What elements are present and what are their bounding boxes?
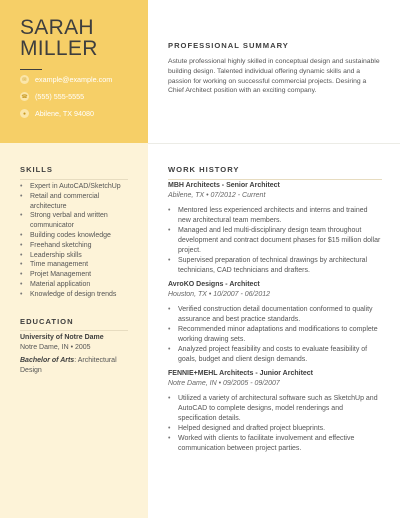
skill-item: • Time management xyxy=(20,260,132,270)
job-dates: Abilene, TX • 07/2012 - Current xyxy=(168,192,266,199)
envelope-icon: ✉ xyxy=(20,75,29,84)
job-bullet: • Verified construction detail documentation conformed to quality assurance and best practice standards. xyxy=(168,305,382,325)
job-title: FENNIE+MEHL Architects - Junior Architect xyxy=(168,370,314,377)
skill-item: • Projet Management xyxy=(20,270,132,280)
skill-item: • Material application xyxy=(20,280,132,290)
job-bullet: • Recommended minor adaptations and modifications to complete working drawing sets. xyxy=(168,325,382,345)
job-bullets xyxy=(168,206,382,276)
job-bullet: • Supervised preparation of technical drawings by architectural technicians, CAD technicians and drafters. xyxy=(168,256,382,276)
candidate-name xyxy=(20,17,98,59)
job-bullet: • Worked with clients to facilitate involvement and effective communication between project parties. xyxy=(168,434,382,454)
education-divider xyxy=(20,330,128,331)
phone-icon: ☎ xyxy=(21,93,28,100)
phone-text: (555) 555-5555 xyxy=(35,92,85,101)
job-bullets xyxy=(168,305,382,365)
job-bullet: • Utilized a variety of architectural software such as SketchUp and AutoCAD to complete designs, model renderings and specification details. xyxy=(168,394,382,424)
work-history-divider xyxy=(168,179,382,180)
skills-heading: SKILLS xyxy=(20,165,54,174)
summary-heading: PROFESSIONAL SUMMARY xyxy=(168,41,289,50)
skill-item: • Freehand sketching xyxy=(20,241,132,251)
skill-item: • Strong verbal and written communicator xyxy=(20,211,132,231)
name-divider xyxy=(20,69,42,70)
degree-field: Architectural Design xyxy=(20,357,117,374)
job-bullets xyxy=(168,394,382,454)
contact-phone xyxy=(20,92,84,101)
skill-item: • Leadership skills xyxy=(20,251,132,261)
job-title: AvroKO Designs - Architect xyxy=(168,281,260,288)
contact-email xyxy=(20,75,112,84)
skill-item: • Building codes knowledge xyxy=(20,231,132,241)
section-divider xyxy=(148,143,400,144)
skill-item: • Knowledge of design trends xyxy=(20,290,132,300)
skill-item: • Retail and commercial architecture xyxy=(20,192,132,212)
education-entry xyxy=(20,333,132,376)
skill-item: • Expert in AutoCAD/SketchUp xyxy=(20,182,132,192)
job-bullet: • Mentored less experienced architects and interns and trained new architectural team members. xyxy=(168,206,382,226)
education-heading: EDUCATION xyxy=(20,317,74,326)
job-dates: Notre Dame, IN • 09/2005 - 09/2007 xyxy=(168,380,280,387)
last-name: MILLER xyxy=(20,37,98,60)
summary-text: Astute professional highly skilled in conceptual design and sustainable building design. Talented individual offering dynamic skills and a passion for working on successful commercial projects. Desiring a Chief Architect position with an exciting company. xyxy=(168,58,380,95)
school-location-year: Notre Dame, IN • 2005 xyxy=(20,344,91,351)
degree-name: Bachelor of Arts xyxy=(20,357,75,364)
skills-list xyxy=(20,182,132,300)
contact-location xyxy=(20,109,94,118)
location-text: Abilene, TX 94080 xyxy=(35,109,95,118)
job-bullet: • Managed and led multi-disciplinary design team throughout development and contract document phases for $15 million dollar project. xyxy=(168,226,382,256)
first-name: SARAH xyxy=(20,16,94,39)
email-text: example@example.com xyxy=(35,75,113,84)
skills-divider xyxy=(20,179,128,180)
job-entry xyxy=(168,181,382,276)
job-bullet: • Helped designed and drafted project blueprints. xyxy=(168,424,382,434)
job-entry xyxy=(168,369,382,454)
job-entry xyxy=(168,280,382,365)
degree-row: Bachelor of Arts: Architectural Design xyxy=(20,357,117,374)
job-bullet: • Analyzed project feasibility and costs to evaluate feasibility of goals, budget and client design demands. xyxy=(168,345,382,365)
job-title: MBH Architects - Senior Architect xyxy=(168,182,280,189)
school-name: University of Notre Dame xyxy=(20,334,104,341)
map-pin-icon: ● xyxy=(20,109,29,118)
work-history-heading: WORK HISTORY xyxy=(168,165,240,174)
job-dates: Houston, TX • 10/2007 - 06/2012 xyxy=(168,291,271,298)
